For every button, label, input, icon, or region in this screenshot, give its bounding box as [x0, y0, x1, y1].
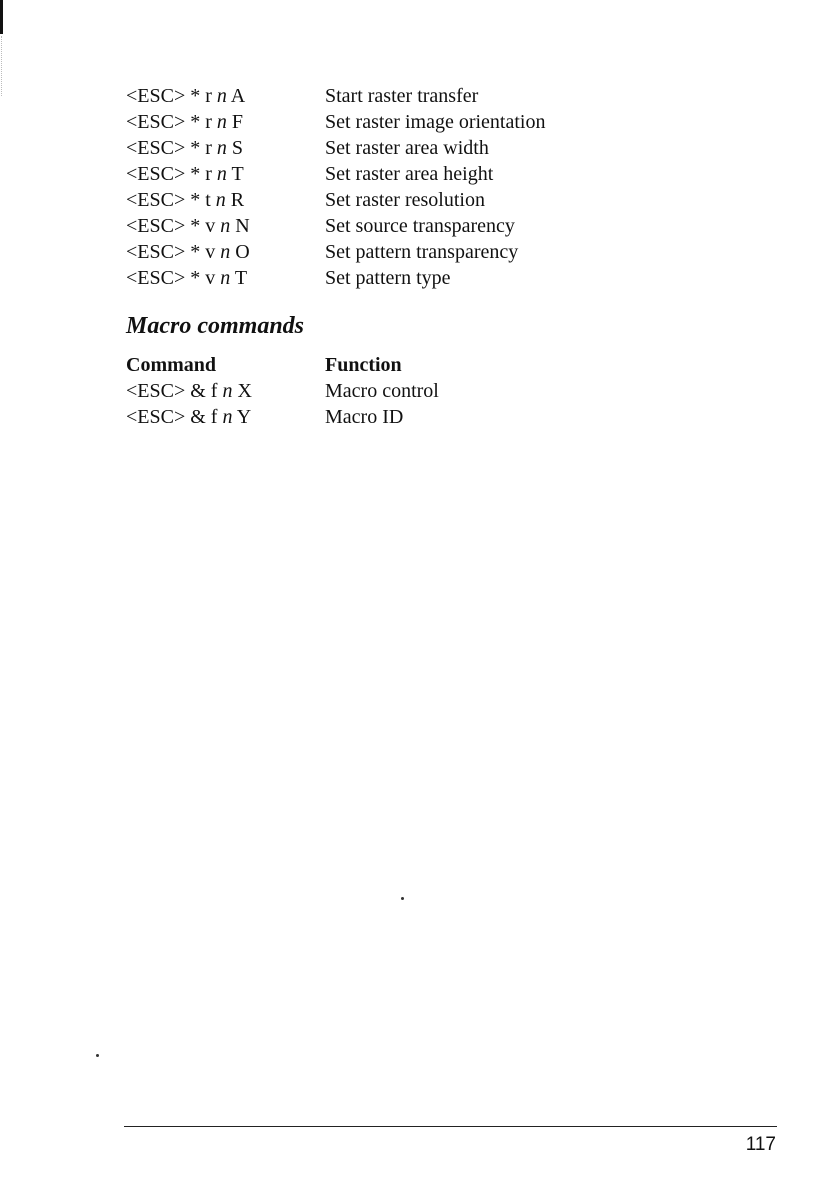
command-param: n	[222, 380, 233, 402]
command-param: n	[216, 137, 227, 159]
command-prefix: <ESC> * t	[126, 189, 216, 211]
command-suffix: T	[226, 163, 244, 185]
command-code	[126, 187, 244, 213]
column-header-function: Function	[325, 354, 402, 376]
scan-speck	[96, 1054, 99, 1057]
command-code	[126, 265, 247, 291]
column-header-command: Command	[126, 354, 217, 376]
command-param: n	[216, 163, 227, 185]
command-prefix: <ESC> & f	[126, 406, 223, 428]
command-prefix: <ESC> * v	[126, 267, 221, 289]
command-prefix: <ESC> * r	[126, 137, 217, 159]
command-code	[126, 378, 252, 404]
page-edge-dots	[1, 36, 3, 96]
command-suffix: S	[226, 137, 244, 159]
command-suffix: Y	[232, 406, 252, 428]
command-suffix: N	[230, 215, 250, 237]
command-prefix: <ESC> * r	[126, 85, 217, 107]
command-prefix: <ESC> * v	[126, 241, 221, 263]
command-function: Set source transparency	[325, 215, 515, 237]
command-code	[126, 109, 243, 135]
command-suffix: X	[232, 380, 252, 402]
command-suffix: R	[225, 189, 245, 211]
command-suffix: T	[230, 267, 248, 289]
command-param: n	[216, 85, 227, 107]
command-code	[126, 239, 250, 265]
command-function: Macro control	[325, 380, 439, 402]
command-function: Set pattern transparency	[325, 241, 519, 263]
command-prefix: <ESC> * v	[126, 215, 221, 237]
command-param: n	[215, 189, 226, 211]
command-function: Start raster transfer	[325, 85, 479, 107]
command-suffix: F	[226, 111, 244, 133]
command-code	[126, 213, 250, 239]
command-prefix: <ESC> & f	[126, 380, 223, 402]
footer-divider	[124, 1126, 777, 1127]
command-function: Set raster area width	[325, 137, 489, 159]
command-function: Set raster image orientation	[325, 111, 546, 133]
command-param: n	[220, 215, 231, 237]
section-title: Macro commands	[126, 313, 305, 339]
command-code	[126, 83, 245, 109]
command-suffix: O	[230, 241, 250, 263]
command-param: n	[222, 406, 233, 428]
command-prefix: <ESC> * r	[126, 111, 217, 133]
command-function: Set raster area height	[325, 163, 494, 185]
command-function: Macro ID	[325, 406, 404, 428]
command-suffix: A	[226, 85, 246, 107]
command-function: Set pattern type	[325, 267, 451, 289]
command-param: n	[216, 111, 227, 133]
command-function: Set raster resolution	[325, 189, 485, 211]
command-param: n	[220, 267, 231, 289]
command-param: n	[220, 241, 231, 263]
scan-speck	[401, 897, 404, 900]
command-prefix: <ESC> * r	[126, 163, 217, 185]
page-number: 117	[745, 1134, 776, 1155]
command-code	[126, 404, 251, 430]
command-code	[126, 161, 244, 187]
command-code	[126, 135, 243, 161]
page-edge-mark	[0, 0, 3, 34]
